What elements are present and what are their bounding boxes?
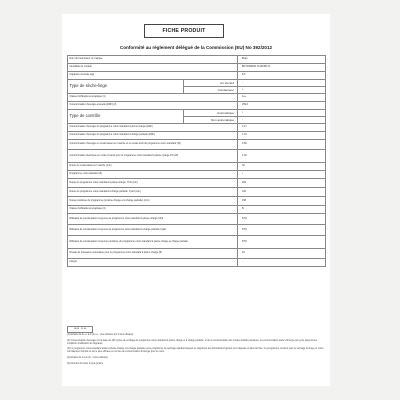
table-row <box>68 236 326 249</box>
option-label: Air Vented <box>184 80 238 87</box>
row-label: Durée du programme coton standard à charge partielle, Tpart (min) <box>68 188 238 197</box>
row-label: Programme coton standard (3) <box>68 171 238 179</box>
table-row <box>68 206 326 214</box>
option-value: • <box>238 110 326 117</box>
row-label: Consommation électrique en mode à l'arrêt pour le programme coton standard à pleine charge PO (W) <box>68 150 238 163</box>
footnotes <box>67 334 325 369</box>
footnote: (3) Le programme coton standard utilisé à pleine charge et à charge partielle est le programme de séchage standard auquel se rapportent les informations figurant sur l'étiquette et dans la fiche. Ce programme convient pour le séchage du linge en coton normalement humide et est le plus efficace en termes de consommation d'énergie pour le coton. <box>67 348 324 354</box>
table-row <box>68 94 326 102</box>
option-label: Condenseur <box>184 87 238 94</box>
row-value: 209 <box>238 179 326 188</box>
row-value: 259.0 <box>238 102 326 110</box>
row-label: Consommation d'énergie annuelle (kWh) (2) <box>68 102 238 110</box>
row-label: Consommation d'énergie du programme coton standard à pleine charge (kWh) <box>68 124 238 132</box>
table-row <box>68 80 326 87</box>
row-value: 87% <box>238 236 326 249</box>
row-value: B <box>238 206 326 214</box>
row-value: 1.00 <box>238 150 326 163</box>
table-row <box>68 259 326 267</box>
row-label: Capacité nominale (kg) <box>68 72 238 80</box>
row-label: Consommation d'énergie du programme coton standard à charge partielle (kWh) <box>68 132 238 140</box>
option-label: Non automatique <box>184 117 238 124</box>
table-row <box>68 124 326 132</box>
row-label: Durée du mode laissé sur marche (min) <box>68 163 238 171</box>
table-row <box>68 140 326 150</box>
table-row <box>68 110 326 117</box>
row-value: - <box>238 259 326 267</box>
option-value: - <box>238 117 326 124</box>
row-label: Efficacité de condensation moyenne du programme coton standard à pleine charge Cfull <box>68 214 238 225</box>
table-row <box>68 56 326 64</box>
row-value: 87% <box>238 225 326 236</box>
row-label: Classe d'efficacité énergétique (1) <box>68 94 238 102</box>
table-row <box>68 171 326 179</box>
table-row <box>68 249 326 259</box>
row-label: Intégré <box>68 259 238 267</box>
row-label: Efficacité de condensation moyenne pondérée du programme coton standard à pleine charge et charge partielle <box>68 236 238 249</box>
table-row <box>68 150 326 163</box>
table-row <box>68 197 326 206</box>
row-value: 64 <box>238 249 326 259</box>
table-row <box>68 163 326 171</box>
row-value: Beko <box>238 56 326 64</box>
table-row <box>68 214 326 225</box>
row-label: Niveau de puissance acoustique pour le programme coton standard à pleine charge (5) <box>68 249 238 259</box>
footnote: (4) Echelle de G à A (G : moins efficace) <box>67 357 108 360</box>
spec-table <box>67 55 326 267</box>
option-value: • <box>238 87 326 94</box>
sheet-title: FICHE PRODUIT <box>144 24 224 38</box>
row-label: Classe d'efficacité énergétique (4) <box>68 206 238 214</box>
row-value: 120 <box>238 188 326 197</box>
row-label: Consommation d'énergie en mode laissé sur marche et en mode arrêt du programme coton standard (W) <box>68 140 238 150</box>
table-row <box>68 64 326 72</box>
row-label: Nom du fournisseur ou marque <box>68 56 238 64</box>
row-label: Durée du programme coton standard à pleine charge, Tfull (min) <box>68 179 238 188</box>
sheet-subtitle: Conformité au règlement délégué de la Commission (EU) No 392/2012 <box>119 45 273 50</box>
table-row <box>68 72 326 80</box>
group-label: Type de sèche-linge <box>68 80 184 94</box>
footnote: (2) Consommation d'énergie sur la base de 160 cycles de séchage du programme coton standard à pleine charge et à charge partielle, et de la consommation des modes à faible puissance. La consommation réelle d'énergie par cycle dépend des conditions d'utilisation de l'appareil. <box>67 339 317 345</box>
table-row <box>68 132 326 140</box>
print-stamp: 18.09 · 11.06 <box>67 326 93 333</box>
group-label: Type de contrôle <box>68 110 184 124</box>
row-value: • <box>238 171 326 179</box>
row-value: 87% <box>238 214 326 225</box>
row-label: Identifiant du modèle <box>68 64 238 72</box>
footnote: (1) Echelle de A+++ à D (A+++ : plus efficace à D moins efficace) <box>67 334 134 336</box>
row-label: Efficacité de condensation moyenne du programme coton standard à charge partielle Cpart <box>68 225 238 236</box>
row-value: 30 <box>238 163 326 171</box>
row-value: BDT1050EW T1462380 TL <box>238 64 326 72</box>
option-label: Automatique <box>184 110 238 117</box>
product-sheet-page <box>62 14 330 386</box>
row-value: 158 <box>238 197 326 206</box>
table-row <box>68 179 326 188</box>
footnote: (5) Arrondie à l'entier le plus proche <box>67 362 104 365</box>
row-value: 0.50 <box>238 140 326 150</box>
row-value: 8.0 <box>238 72 326 80</box>
table-row <box>68 102 326 110</box>
option-value: - <box>238 80 326 87</box>
table-row <box>68 225 326 236</box>
row-value: A++ <box>238 94 326 102</box>
table-row <box>68 188 326 197</box>
row-label: Durée pondérée du programme (à pleine charge et à charge partielle) (min) <box>68 197 238 206</box>
row-value: 1.16 <box>238 132 326 140</box>
row-value: 2.17 <box>238 124 326 132</box>
